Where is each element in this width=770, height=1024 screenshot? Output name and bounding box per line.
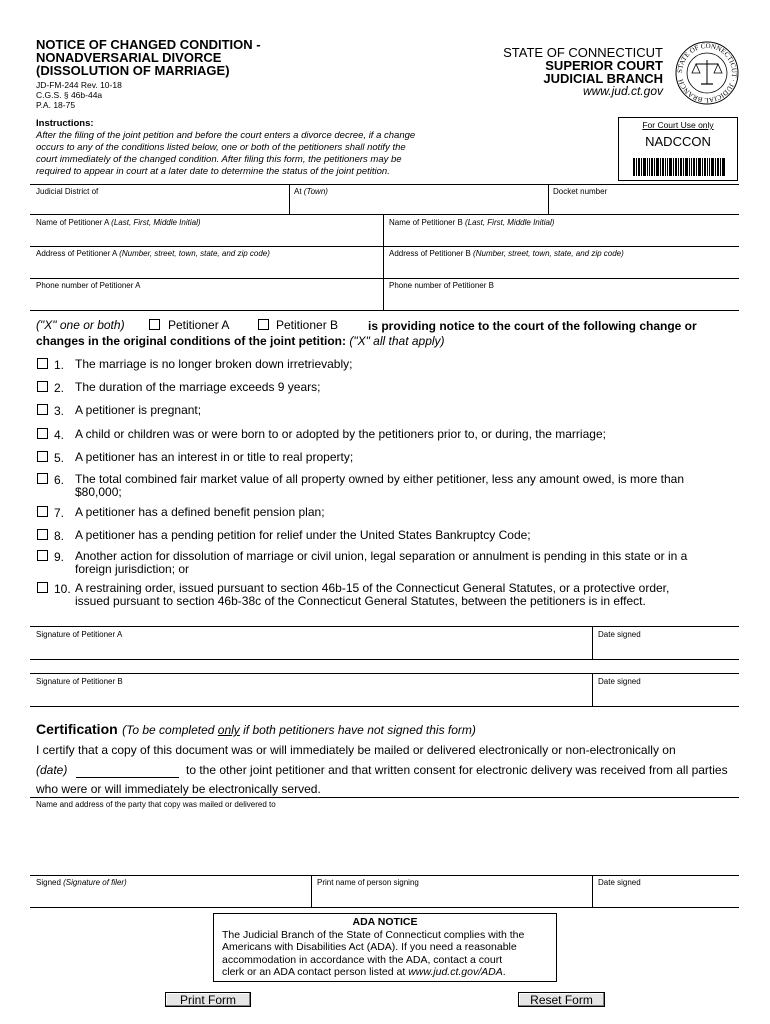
condition-line: A child or children was or were born to or adopted by the petitioners prior to, or during, the marriage; — [75, 427, 606, 441]
ada-last-line-suffix: . — [502, 966, 506, 978]
address-b-input[interactable] — [384, 260, 739, 277]
form-meta — [36, 80, 122, 110]
address-a-hint: (Number, street, town, state, and zip code) — [119, 249, 270, 258]
print-form-button[interactable]: Print Form — [165, 992, 251, 1007]
docket-number-label: Docket number — [553, 187, 608, 196]
date-signed-a-input[interactable] — [593, 640, 739, 658]
certification-hint — [122, 723, 476, 737]
petitioner-b-checkbox[interactable] — [258, 319, 269, 330]
instructions-line: court immediately of the changed condition. After filing this form, the petitioners may be — [36, 154, 402, 165]
name-a-hint: (Last, First, Middle Initial) — [111, 218, 201, 227]
petitioner-b-label: Petitioner B — [276, 318, 339, 332]
phone-b-label: Phone number of Petitioner B — [389, 281, 494, 290]
condition-text — [75, 381, 320, 394]
certification-hint-only: only — [217, 723, 240, 737]
court-header — [470, 46, 663, 98]
condition-text — [75, 404, 201, 417]
notice-statement-2 — [36, 334, 445, 348]
name-address-label: Name and address of the party that copy was mailed or delivered to — [36, 800, 276, 809]
statute: C.G.S. § 46b-44a — [36, 90, 103, 100]
certification-line-1: I certify that a copy of this document was or will immediately be mailed or delivered electronically or non-electronically on — [36, 743, 676, 757]
branch-name: JUDICIAL BRANCH — [543, 71, 663, 86]
condition-line: The duration of the marriage exceeds 9 years; — [75, 380, 321, 394]
cert-date-signed-input[interactable] — [593, 889, 739, 906]
form-number: JD-FM-244 Rev. 10-18 — [36, 80, 122, 90]
phone-a-label: Phone number of Petitioner A — [36, 281, 141, 290]
phone-a-input[interactable] — [31, 292, 382, 309]
certification-hint-pre: (To be completed — [122, 723, 218, 737]
public-act: P.A. 18-75 — [36, 100, 76, 110]
court-name: SUPERIOR COURT — [545, 58, 663, 73]
town-input[interactable] — [290, 197, 547, 213]
cert-date-signed-label: Date signed — [598, 878, 641, 887]
condition-1-checkbox[interactable] — [37, 358, 48, 369]
condition-line: A petitioner has a defined benefit pension plan; — [75, 505, 325, 519]
print-name-input[interactable] — [312, 889, 591, 906]
condition-3-checkbox[interactable] — [37, 404, 48, 415]
signature-a-label: Signature of Petitioner A — [36, 630, 123, 639]
print-name-label: Print name of person signing — [317, 878, 419, 887]
condition-number: 3. — [54, 404, 65, 418]
certification-line-3: who were or will immediately be electronically served. — [36, 782, 321, 796]
notice-statement: is providing notice to the court of the following change or — [368, 319, 697, 333]
condition-text — [75, 358, 352, 371]
website: www.jud.ct.gov — [582, 84, 663, 98]
ada-line: Americans with Disabilities Act (ADA). If you need a reasonable — [222, 941, 517, 953]
title-line: NOTICE OF CHANGED CONDITION - — [36, 37, 261, 52]
judicial-district-label: Judicial District of — [36, 187, 99, 196]
ada-last-line — [222, 966, 548, 979]
condition-6-checkbox[interactable] — [37, 473, 48, 484]
judicial-district-input[interactable] — [31, 197, 288, 213]
ada-notice-box — [213, 913, 557, 982]
signed-label — [36, 878, 127, 887]
condition-line: The marriage is no longer broken down irretrievably; — [75, 357, 353, 371]
signature-a-input[interactable] — [31, 640, 591, 658]
condition-line: issued pursuant to section 46b-38c of the Connecticut General Statutes, between the petitioners is in effect. — [75, 594, 646, 608]
name-a-label — [36, 218, 201, 227]
state-name: STATE OF CONNECTICUT — [503, 45, 663, 60]
condition-number: 7. — [54, 506, 65, 520]
petitioner-a-label: Petitioner A — [168, 318, 230, 332]
condition-number: 2. — [54, 381, 65, 395]
certification-header — [36, 721, 476, 739]
instructions-line: After the filing of the joint petition and before the court enters a divorce decree, if a change — [36, 130, 416, 141]
signed-label-text: Signed — [36, 878, 64, 887]
ada-last-line-prefix: clerk or an ADA contact person listed at — [222, 966, 409, 978]
condition-text — [75, 473, 684, 499]
petitioner-a-checkbox[interactable] — [149, 319, 160, 330]
date-signed-b-label: Date signed — [598, 677, 641, 686]
certification-heading: Certification — [36, 721, 118, 737]
condition-text — [75, 506, 325, 519]
ada-line: The Judicial Branch of the State of Connecticut complies with the — [222, 928, 525, 941]
name-a-label-text: Name of Petitioner A — [36, 218, 112, 227]
signed-hint: (Signature of filer) — [63, 878, 127, 887]
signature-b-input[interactable] — [31, 687, 591, 705]
name-b-label-text: Name of Petitioner B — [389, 218, 466, 227]
name-b-hint: (Last, First, Middle Initial) — [465, 218, 555, 227]
instructions-line: occurs to any of the conditions listed below, one or both of the petitioners shall notify the — [36, 142, 406, 153]
instructions — [36, 118, 415, 178]
condition-number: 4. — [54, 428, 65, 442]
name-a-input[interactable] — [31, 228, 382, 245]
name-address-input[interactable] — [31, 811, 739, 873]
condition-line: The total combined fair market value of all property owned by either petitioner, less any amount owed, is more than — [75, 472, 684, 486]
condition-number: 5. — [54, 451, 65, 465]
condition-text — [75, 582, 669, 608]
condition-text — [75, 529, 531, 542]
address-a-input[interactable] — [31, 260, 382, 277]
date-signed-b-input[interactable] — [593, 687, 739, 705]
address-a-label-text: Address of Petitioner A — [36, 249, 120, 258]
seal-text: STATE OF CONNECTICUT · JUDICIAL BRANCH — [675, 41, 739, 105]
condition-line: Another action for dissolution of marriage or civil union, legal separation or annulment is pending in this state or in a — [75, 549, 688, 563]
date-signed-a-label: Date signed — [598, 630, 641, 639]
condition-10-checkbox[interactable] — [37, 582, 48, 593]
condition-line: A petitioner has an interest in or title to real property; — [75, 450, 354, 464]
name-b-label — [389, 218, 554, 227]
title-line: (DISSOLUTION OF MARRIAGE) — [36, 63, 230, 78]
address-b-label — [389, 249, 624, 258]
address-b-hint: (Number, street, town, state, and zip code) — [473, 249, 624, 258]
notice-statement-hint: ("X" all that apply) — [349, 334, 445, 348]
court-use-code: NADCCON — [645, 134, 711, 149]
instructions-heading: Instructions: — [36, 118, 94, 129]
court-use-box — [618, 117, 738, 181]
ada-link[interactable]: www.jud.ct.gov/ADA — [408, 966, 503, 978]
condition-line: A restraining order, issued pursuant to section 46b-15 of the Connecticut General Statutes, or a protective order, — [75, 581, 670, 595]
address-a-label — [36, 249, 270, 258]
condition-number: 6. — [54, 473, 65, 487]
x-hint: ("X" one or both) — [36, 318, 125, 332]
court-use-label: For Court Use only — [642, 120, 714, 130]
condition-5-checkbox[interactable] — [37, 451, 48, 462]
condition-line: $80,000; — [75, 485, 122, 499]
condition-9-checkbox[interactable] — [37, 550, 48, 561]
condition-line: A petitioner is pregnant; — [75, 403, 202, 417]
reset-form-button[interactable]: Reset Form — [518, 992, 605, 1007]
condition-8-checkbox[interactable] — [37, 529, 48, 540]
condition-text — [75, 451, 353, 464]
ada-line: accommodation in accordance with the ADA, contact a court — [222, 953, 503, 966]
title-line: NONADVERSARIAL DIVORCE — [36, 50, 222, 65]
condition-2-checkbox[interactable] — [37, 381, 48, 392]
condition-7-checkbox[interactable] — [37, 506, 48, 517]
condition-number: 1. — [54, 358, 65, 372]
docket-number-input[interactable] — [549, 197, 739, 213]
town-label — [294, 187, 328, 196]
barcode-icon — [633, 158, 725, 176]
notice-statement-text: changes in the original conditions of the joint petition: — [36, 334, 350, 348]
condition-text — [75, 550, 687, 576]
certification-date-input[interactable] — [76, 762, 179, 778]
condition-number: 9. — [54, 550, 65, 564]
filer-signature-input[interactable] — [31, 889, 310, 906]
condition-number: 10. — [54, 582, 71, 596]
state-seal-icon — [674, 40, 740, 106]
certification-line-2: to the other joint petitioner and that written consent for electronic delivery was received from all parties — [186, 763, 728, 777]
certification-hint-post: if both petitioners have not signed this form) — [239, 723, 476, 737]
town-hint: (Town) — [303, 187, 328, 196]
condition-text — [75, 428, 606, 441]
address-b-label-text: Address of Petitioner B — [389, 249, 474, 258]
condition-number: 8. — [54, 529, 65, 543]
certification-date-label: (date) — [36, 763, 68, 777]
instructions-line: required to appear in court at a later date to determine the status of the joint petition. — [36, 166, 390, 177]
condition-line: foreign jurisdiction; or — [75, 562, 190, 576]
phone-b-input[interactable] — [384, 292, 739, 309]
town-label-prefix: At — [294, 187, 304, 196]
signature-b-label: Signature of Petitioner B — [36, 677, 123, 686]
name-b-input[interactable] — [384, 228, 739, 245]
condition-line: A petitioner has a pending petition for relief under the United States Bankruptcy Code; — [75, 528, 531, 542]
ada-title: ADA NOTICE — [352, 916, 418, 928]
form-title — [36, 38, 261, 77]
condition-4-checkbox[interactable] — [37, 428, 48, 439]
